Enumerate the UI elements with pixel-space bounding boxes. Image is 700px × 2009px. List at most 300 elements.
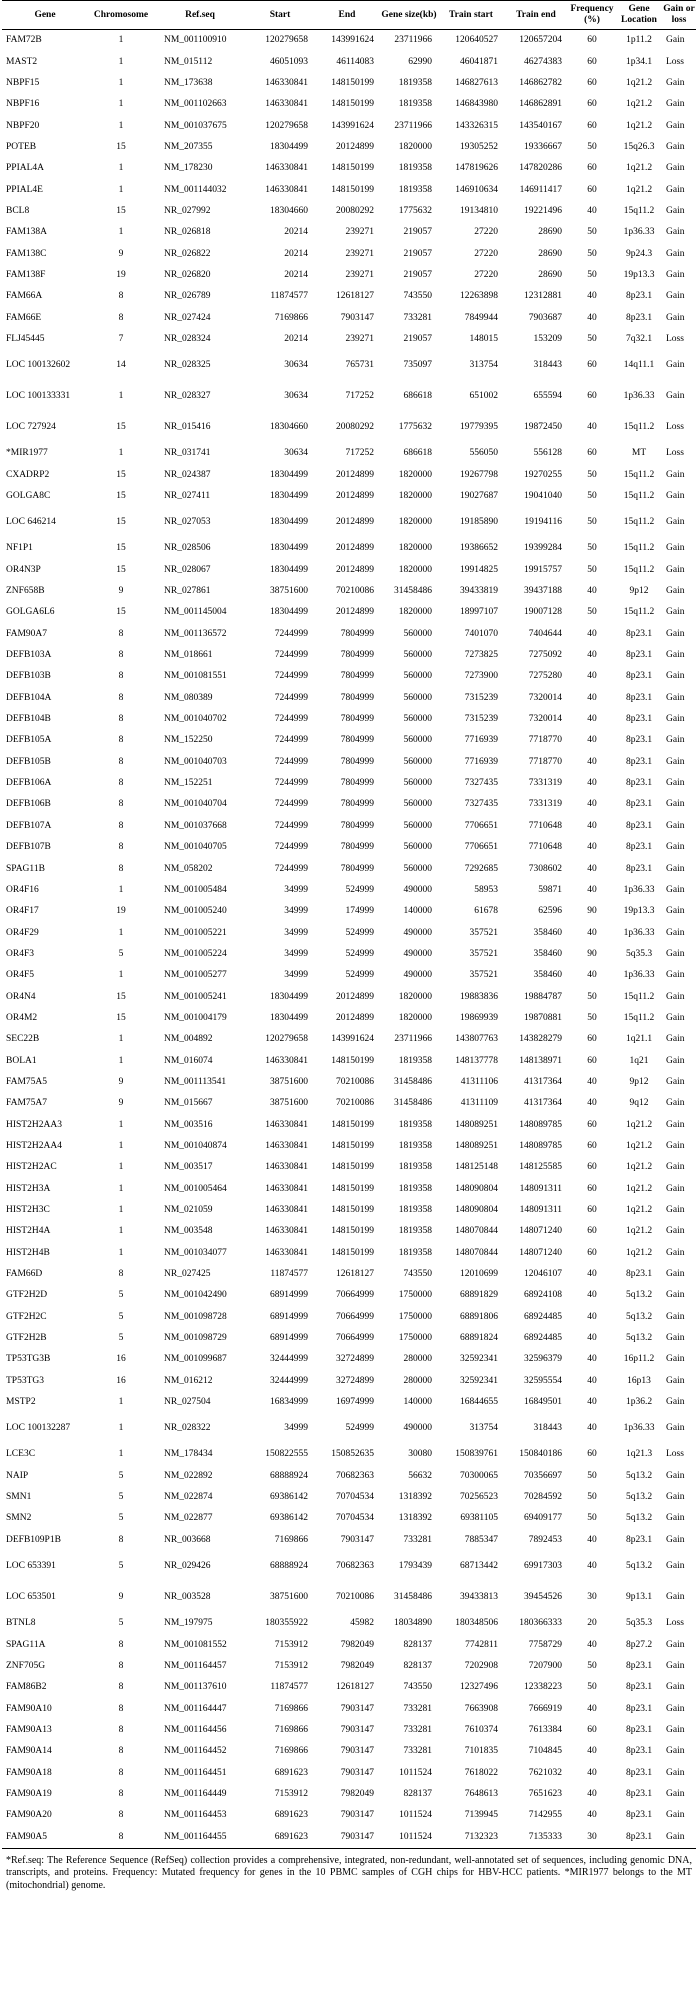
gene-size-cell: 733281 <box>403 1724 432 1735</box>
end-cell: 45982 <box>350 1618 374 1629</box>
gene-size-cell: 560000 <box>403 714 432 725</box>
table-row <box>2 816 696 837</box>
train-end-cell: 148091311 <box>519 1183 562 1194</box>
gene-location-cell: 8p23.1 <box>625 1767 653 1778</box>
train-end-cell: 16849501 <box>524 1397 562 1408</box>
gene-size-cell: 31458486 <box>394 586 432 597</box>
refseq-cell: NM_173638 <box>164 77 213 88</box>
gene-location-cell: 8p23.1 <box>625 1703 653 1714</box>
frequency-cell: 90 <box>587 948 597 959</box>
gain-loss-cell: Gain <box>666 1561 685 1571</box>
chromosome-cell: 8 <box>118 312 124 323</box>
start-cell: 34999 <box>284 948 308 959</box>
refseq-cell: NM_001098729 <box>164 1333 227 1344</box>
refseq-cell: NM_207355 <box>164 141 213 152</box>
gene-cell: GTF2H2B <box>6 1333 47 1344</box>
refseq-cell: NM_016074 <box>164 1055 213 1066</box>
start-cell: 20214 <box>284 248 308 259</box>
gene-size-cell: 1819358 <box>398 1205 432 1216</box>
table-row <box>2 1349 696 1370</box>
end-cell: 150852635 <box>331 1449 374 1460</box>
gene-size-cell: 23711966 <box>394 35 432 46</box>
table-row <box>2 1179 696 1200</box>
gain-loss-cell: Loss <box>666 56 684 67</box>
train-start-cell: 27220 <box>474 227 498 238</box>
gene-size-cell: 280000 <box>403 1375 432 1386</box>
gene-size-cell: 280000 <box>403 1354 432 1365</box>
gene-location-cell: 8p23.1 <box>625 1534 653 1545</box>
start-cell: 38751600 <box>270 1592 308 1602</box>
gain-loss-cell: Gain <box>666 1333 685 1344</box>
frequency-cell: 50 <box>587 1660 597 1671</box>
table-row <box>2 709 696 730</box>
end-cell: 148150199 <box>331 184 374 195</box>
gain-loss-cell: Gain <box>666 970 685 981</box>
refseq-cell: NM_001136572 <box>164 628 227 639</box>
gene-location-cell: 1p36.33 <box>623 927 655 938</box>
frequency-cell: 90 <box>587 906 597 917</box>
end-cell: 239271 <box>345 248 374 259</box>
gene-cell: POTEB <box>6 141 37 152</box>
gain-loss-cell: Gain <box>666 1269 685 1280</box>
gene-size-cell: 1820000 <box>398 564 432 575</box>
start-cell: 34999 <box>284 927 308 938</box>
header-start: Start <box>246 1 314 30</box>
chromosome-cell: 15 <box>116 141 126 152</box>
table-row <box>2 1413 696 1444</box>
gene-location-cell: 8p23.1 <box>625 778 653 789</box>
start-cell: 18304499 <box>270 491 308 502</box>
gene-location-cell: 5q13.2 <box>625 1492 653 1503</box>
gene-size-cell: 490000 <box>403 927 432 938</box>
end-cell: 70682363 <box>336 1470 374 1481</box>
gene-size-cell: 560000 <box>403 650 432 661</box>
gene-location-cell: 8p23.1 <box>625 799 653 810</box>
gene-location-cell: 9q12 <box>629 1098 649 1109</box>
refseq-cell: NR_026818 <box>164 227 211 238</box>
refseq-cell: NM_001081552 <box>164 1639 227 1650</box>
table-row <box>2 412 696 443</box>
chromosome-cell: 9 <box>118 1076 124 1087</box>
gene-cell: CXADRP2 <box>6 469 50 480</box>
chromosome-cell: 15 <box>116 422 126 433</box>
refseq-cell: NM_001099687 <box>164 1354 227 1365</box>
gene-location-cell: 5q13.2 <box>625 1513 653 1524</box>
start-cell: 68888924 <box>270 1470 308 1481</box>
frequency-cell: 40 <box>587 650 597 661</box>
gene-size-cell: 560000 <box>403 735 432 746</box>
end-cell: 70210086 <box>336 1592 374 1602</box>
gene-cell: FAM66D <box>6 1269 43 1280</box>
gene-cell: SMN2 <box>6 1513 32 1524</box>
gene-cell: FAM138C <box>6 248 47 259</box>
table-row <box>2 30 696 52</box>
refseq-cell: NM_018661 <box>164 650 213 661</box>
frequency-cell: 40 <box>587 1534 597 1545</box>
chromosome-cell: 1 <box>118 1140 124 1151</box>
train-start-cell: 68891829 <box>460 1290 498 1301</box>
gene-cell: HIST2H4B <box>6 1247 50 1258</box>
gain-loss-cell: Gain <box>666 607 685 618</box>
gene-location-cell: 8p23.1 <box>616 1826 662 1848</box>
gene-size-cell: 219057 <box>403 248 432 259</box>
train-start-cell: 7315239 <box>464 714 498 725</box>
end-cell: 148150199 <box>331 1205 374 1216</box>
gain-loss-cell: Gain <box>666 650 685 661</box>
gain-loss-cell: Loss <box>666 333 684 344</box>
gene-location-cell: 15q11.2 <box>623 564 655 575</box>
start-cell: 146330841 <box>265 1226 308 1237</box>
train-end-cell: 7142955 <box>528 1810 562 1821</box>
frequency-cell: 60 <box>587 120 597 131</box>
start-cell: 20214 <box>284 227 308 238</box>
table-row <box>2 137 696 158</box>
end-cell: 70664999 <box>336 1311 374 1322</box>
gain-loss-cell: Loss <box>666 1449 684 1460</box>
train-end-cell: 7613384 <box>528 1724 562 1735</box>
gene-size-cell: 560000 <box>403 799 432 810</box>
frequency-cell: 40 <box>587 1788 597 1799</box>
train-start-cell: 32592341 <box>460 1375 498 1386</box>
table-header-row <box>2 1 696 30</box>
frequency-cell: 50 <box>587 1513 597 1524</box>
frequency-cell: 40 <box>587 1639 597 1650</box>
refseq-cell: NR_028324 <box>164 333 211 344</box>
gain-loss-cell: Gain <box>666 99 685 110</box>
refseq-cell: NM_022892 <box>164 1470 213 1481</box>
gene-location-cell: 8p23.1 <box>625 1810 653 1821</box>
gene-size-cell: 1820000 <box>398 491 432 502</box>
gene-cell: BOLA1 <box>6 1055 37 1066</box>
train-end-cell: 143540167 <box>519 120 562 131</box>
train-start-cell: 12010699 <box>460 1269 498 1280</box>
start-cell: 32444999 <box>270 1375 308 1386</box>
frequency-cell: 40 <box>587 628 597 639</box>
gene-size-cell: 735097 <box>403 360 432 371</box>
train-start-cell: 41311109 <box>460 1098 498 1109</box>
gene-cell: SEC22B <box>6 1034 40 1045</box>
gain-loss-cell: Gain <box>666 1470 685 1481</box>
table-row <box>2 666 696 687</box>
gene-size-cell: 1775632 <box>398 422 432 433</box>
chromosome-cell: 1 <box>118 184 124 195</box>
gene-location-cell: 15q11.2 <box>623 205 655 216</box>
gene-size-cell: 1820000 <box>398 517 432 528</box>
gene-size-cell: 1820000 <box>398 469 432 480</box>
end-cell: 7903147 <box>340 312 374 323</box>
frequency-cell: 40 <box>587 1375 597 1386</box>
end-cell: 7804999 <box>340 650 374 661</box>
refseq-cell: NR_027504 <box>164 1397 211 1408</box>
refseq-cell: NM_001040704 <box>164 799 227 810</box>
refseq-cell: NM_001005484 <box>164 884 227 895</box>
gene-cell: FAM72B <box>6 35 42 46</box>
gain-loss-cell: Gain <box>666 1375 685 1386</box>
train-start-cell: 148137778 <box>455 1055 498 1066</box>
gene-location-cell: 8p23.1 <box>625 1682 653 1693</box>
frequency-cell: 60 <box>587 56 597 67</box>
chromosome-cell: 9 <box>118 1592 124 1602</box>
gene-location-cell: 9p13.1 <box>625 1592 653 1602</box>
gain-loss-cell: Gain <box>666 1205 685 1216</box>
gene-size-cell: 1819358 <box>398 1055 432 1066</box>
train-start-cell: 148015 <box>469 333 498 344</box>
table-row <box>2 1826 696 1848</box>
train-end-cell: 46274383 <box>524 56 562 67</box>
end-cell: 148150199 <box>331 1247 374 1258</box>
train-start-cell: 7742811 <box>465 1639 498 1650</box>
train-end-cell: 12338223 <box>524 1682 562 1693</box>
gene-cell: FAM138A <box>6 227 47 238</box>
table-row <box>2 1444 696 1465</box>
train-end-cell: 146862891 <box>519 99 562 110</box>
start-cell: 146330841 <box>265 1055 308 1066</box>
gene-size-cell: 18034890 <box>394 1618 432 1629</box>
gain-loss-cell: Gain <box>666 360 685 371</box>
train-end-cell: 69917303 <box>524 1561 562 1571</box>
gene-cell: LOC 727924 <box>6 422 56 433</box>
frequency-cell: 40 <box>587 1290 597 1301</box>
gene-location-cell: 8p23.1 <box>625 312 653 323</box>
table-row <box>2 1157 696 1178</box>
gene-cell: DEFB103A <box>6 650 52 661</box>
train-start-cell: 7716939 <box>464 735 498 746</box>
train-end-cell: 180366333 <box>519 1618 562 1629</box>
gene-cell: DEFB109P1B <box>6 1534 61 1545</box>
train-end-cell: 68924108 <box>524 1290 562 1301</box>
chromosome-cell: 1 <box>118 227 124 238</box>
gene-location-cell: 5q13.2 <box>625 1311 653 1322</box>
gene-cell: FAM66E <box>6 312 42 323</box>
refseq-cell: NM_001164453 <box>164 1810 227 1821</box>
start-cell: 7244999 <box>274 735 308 746</box>
train-end-cell: 7710648 <box>528 842 562 853</box>
chromosome-cell: 1 <box>118 35 124 46</box>
chromosome-cell: 1 <box>118 1226 124 1237</box>
table-row <box>2 880 696 901</box>
gene-location-cell: 8p23.1 <box>625 692 653 703</box>
chromosome-cell: 16 <box>116 1375 126 1386</box>
header-frequency: Frequency (%) <box>568 1 616 30</box>
chromosome-cell: 1 <box>118 1119 124 1130</box>
refseq-cell: NR_031741 <box>164 448 211 459</box>
end-cell: 7903147 <box>340 1810 374 1821</box>
frequency-cell: 40 <box>587 884 597 895</box>
end-cell: 20124899 <box>336 564 374 575</box>
gene-cell: NF1P1 <box>6 543 33 554</box>
train-start-cell: 27220 <box>474 269 498 280</box>
train-end-cell: 19041040 <box>524 491 562 502</box>
train-end-cell: 148089785 <box>519 1140 562 1151</box>
table-row <box>2 179 696 200</box>
table-row <box>2 1093 696 1114</box>
train-end-cell: 19194116 <box>524 517 562 528</box>
start-cell: 69386142 <box>270 1492 308 1503</box>
end-cell: 7903147 <box>340 1724 374 1735</box>
train-end-cell: 19915757 <box>524 564 562 575</box>
train-start-cell: 180348506 <box>455 1618 498 1629</box>
refseq-cell: NR_027411 <box>164 491 211 502</box>
gene-location-cell: 8p23.1 <box>625 1788 653 1799</box>
table-row <box>2 1328 696 1349</box>
gain-loss-cell: Gain <box>666 291 685 302</box>
gain-loss-cell: Gain <box>666 799 685 810</box>
train-start-cell: 7885347 <box>464 1534 498 1545</box>
gene-cell: OR4F16 <box>6 884 39 895</box>
train-start-cell: 146843980 <box>455 99 498 110</box>
gene-location-cell: 1p34.1 <box>625 56 653 67</box>
gene-location-cell: 8p23.1 <box>625 714 653 725</box>
train-start-cell: 68891824 <box>460 1333 498 1344</box>
train-end-cell: 7666919 <box>528 1703 562 1714</box>
refseq-cell: NM_152251 <box>164 778 213 789</box>
gene-location-cell: 8p23.1 <box>625 1660 653 1671</box>
train-end-cell: 68924485 <box>524 1311 562 1322</box>
train-start-cell: 148070844 <box>455 1226 498 1237</box>
train-start-cell: 7610374 <box>464 1724 498 1735</box>
refseq-cell: NR_028322 <box>164 1423 211 1434</box>
table-row <box>2 538 696 559</box>
start-cell: 7169866 <box>274 1703 308 1714</box>
train-end-cell: 28690 <box>538 227 562 238</box>
table-row <box>2 1371 696 1392</box>
train-start-cell: 27220 <box>474 248 498 259</box>
end-cell: 32724899 <box>336 1354 374 1365</box>
table-row <box>2 645 696 666</box>
gene-cell: FAM66A <box>6 291 43 302</box>
gain-loss-cell: Gain <box>666 163 685 174</box>
start-cell: 18304499 <box>270 564 308 575</box>
end-cell: 7982049 <box>340 1788 374 1799</box>
gene-size-cell: 1819358 <box>398 1247 432 1258</box>
table-row <box>2 922 696 943</box>
end-cell: 148150199 <box>331 1140 374 1151</box>
train-end-cell: 19221496 <box>524 205 562 216</box>
gain-loss-cell: Gain <box>666 1354 685 1365</box>
end-cell: 148150199 <box>331 1119 374 1130</box>
gene-size-cell: 1750000 <box>398 1333 432 1344</box>
chromosome-cell: 15 <box>116 543 126 554</box>
start-cell: 146330841 <box>265 1205 308 1216</box>
end-cell: 32724899 <box>336 1375 374 1386</box>
frequency-cell: 60 <box>587 1247 597 1258</box>
frequency-cell: 60 <box>587 184 597 195</box>
gene-size-cell: 686618 <box>403 448 432 459</box>
gene-cell: *MIR1977 <box>6 448 48 459</box>
chromosome-cell: 1 <box>118 970 124 981</box>
end-cell: 148150199 <box>331 1226 374 1237</box>
table-row <box>2 1784 696 1805</box>
train-end-cell: 148125585 <box>519 1162 562 1173</box>
refseq-cell: NR_027053 <box>164 517 211 528</box>
start-cell: 38751600 <box>270 586 308 597</box>
end-cell: 7903147 <box>314 1826 380 1848</box>
end-cell: 7804999 <box>340 863 374 874</box>
train-start-cell: 148090804 <box>455 1183 498 1194</box>
table-row <box>2 94 696 115</box>
end-cell: 7804999 <box>340 714 374 725</box>
gene-cell: DEFB104B <box>6 714 51 725</box>
table-row <box>2 1264 696 1285</box>
gene-size-cell: 560000 <box>403 756 432 767</box>
chromosome-cell: 8 <box>118 756 124 767</box>
train-start-cell: 58953 <box>474 884 498 895</box>
gene-size-cell: 1819358 <box>398 1162 432 1173</box>
start-cell: 38751600 <box>270 1076 308 1087</box>
refseq-cell: NM_001040705 <box>164 842 227 853</box>
start-cell: 11874577 <box>270 1269 308 1280</box>
gene-size-cell: 1819358 <box>398 1140 432 1151</box>
gain-loss-cell: Gain <box>666 714 685 725</box>
gene-location-cell: 5q13.2 <box>625 1561 653 1571</box>
gene-location-cell: 9p12 <box>629 1076 649 1087</box>
frequency-cell: 50 <box>587 1012 597 1023</box>
gene-cell: LOC 100132602 <box>6 360 71 371</box>
start-cell: 120279658 <box>265 120 308 131</box>
gene-size-cell: 743550 <box>403 291 432 302</box>
train-start-cell: 143807763 <box>455 1034 498 1045</box>
start-cell: 20214 <box>284 269 308 280</box>
end-cell: 12618127 <box>336 1269 374 1280</box>
chromosome-cell: 5 <box>118 1492 124 1503</box>
train-end-cell: 19870881 <box>524 1012 562 1023</box>
train-start-cell: 7327435 <box>464 778 498 789</box>
end-cell: 524999 <box>345 927 374 938</box>
frequency-cell: 40 <box>587 970 597 981</box>
table-row <box>2 986 696 1007</box>
refseq-cell: NM_001034077 <box>164 1247 227 1258</box>
train-start-cell: 7618022 <box>464 1767 498 1778</box>
refseq-cell: NM_001005241 <box>164 991 227 1002</box>
train-end-cell: 146911417 <box>519 184 562 195</box>
table-row <box>2 1634 696 1655</box>
frequency-cell: 60 <box>587 1724 597 1735</box>
gene-size-cell: 1750000 <box>398 1290 432 1301</box>
start-cell: 34999 <box>284 970 308 981</box>
chromosome-cell: 8 <box>118 863 124 874</box>
gene-size-cell: 62990 <box>408 56 432 67</box>
train-start-cell: 7648613 <box>464 1788 498 1799</box>
gene-size-cell: 743550 <box>403 1682 432 1693</box>
gene-size-cell: 733281 <box>403 1703 432 1714</box>
train-start-cell: 68891806 <box>460 1311 498 1322</box>
refseq-cell: NR_028506 <box>164 543 211 554</box>
table-row <box>2 265 696 286</box>
start-cell: 30634 <box>284 448 308 459</box>
refseq-cell: NR_029426 <box>164 1561 211 1571</box>
train-start-cell: 70300065 <box>460 1470 498 1481</box>
header-gene: Gene <box>2 1 88 30</box>
refseq-cell: NM_080389 <box>164 692 213 703</box>
train-start-cell: 19883836 <box>460 991 498 1002</box>
train-start-cell: 357521 <box>469 927 498 938</box>
gene-location-cell: 1p11.2 <box>626 35 652 46</box>
start-cell: 30634 <box>284 391 308 402</box>
table-row <box>2 1508 696 1529</box>
chromosome-cell: 5 <box>118 1618 124 1629</box>
refseq-cell: NM_001040874 <box>164 1140 227 1151</box>
gene-location-cell: 1p36.33 <box>623 970 655 981</box>
gene-size-cell: 490000 <box>403 948 432 959</box>
gain-loss-cell: Gain <box>666 120 685 131</box>
end-cell: 7982049 <box>340 1639 374 1650</box>
end-cell: 7903147 <box>340 1746 374 1757</box>
refseq-cell: NR_026789 <box>164 291 211 302</box>
chromosome-cell: 5 <box>118 1333 124 1344</box>
train-end-cell: 70356697 <box>524 1470 562 1481</box>
gene-location-cell: 16p11.2 <box>623 1354 655 1365</box>
table-row <box>2 624 696 645</box>
